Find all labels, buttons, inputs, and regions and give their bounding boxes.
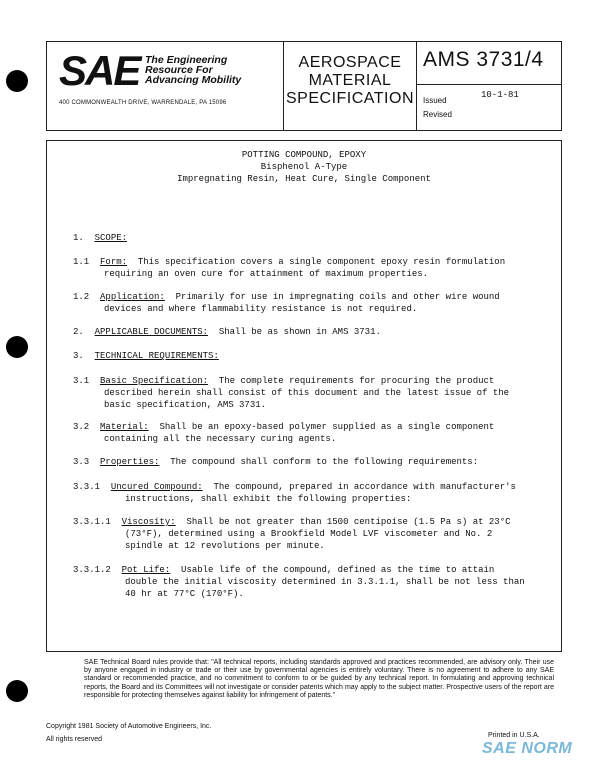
doc-type: AEROSPACE MATERIAL SPECIFICATION	[286, 54, 414, 107]
binder-hole	[6, 336, 28, 358]
document-header	[46, 41, 562, 131]
section-3-1: 3.1 Basic Specification: The complete requirements for procuring the product described herein shall consist of this document and the latest issue of the basic specification, AMS 3731.	[73, 376, 510, 410]
sae-address: 400 COMMONWEALTH DRIVE, WARRENDALE, PA 15096	[59, 100, 227, 106]
section-3-3-1: 3.3.1 Uncured Compound: The compound, prepared in accordance with manufacturer's instructions, shall exhibit the following properties:	[73, 482, 516, 504]
section-3-3-1-1: 3.3.1.1 Viscosity: Shall be not greater than 1500 centipoise (1.5 Pa s) at 23°C (73°F), determined using a Brookfield Model LVF viscometer and No. 2 spindle at 12 revolutions per minute.	[73, 517, 511, 551]
section-3-2: 3.2 Material: Shall be an epoxy-based polymer supplied as a single component containing all the necessary curing agents.	[73, 422, 495, 444]
sae-logo-block	[47, 42, 284, 130]
issued-date: 10-1-81	[481, 90, 519, 100]
doc-type-block	[284, 42, 417, 130]
revised-label: Revised	[423, 110, 452, 119]
ams-number-block	[417, 42, 561, 130]
spec-title: POTTING COMPOUND, EPOXY Bisphenol A-Type Impregnating Resin, Heat Cure, Single Component	[177, 150, 431, 184]
section-3: 3. TECHNICAL REQUIREMENTS:	[73, 351, 219, 361]
sae-logo: SAE	[59, 47, 140, 94]
section-3-3: 3.3 Properties: The compound shall conform to the following requirements:	[73, 457, 479, 467]
section-1: 1. SCOPE:	[73, 233, 128, 243]
section-3-3-1-2: 3.3.1.2 Pot Life: Usable life of the compound, defined as the time to attain double the initial viscosity determined in 3.3.1.1, shall be not less than 40 hr at 77°C (170°F).	[73, 565, 525, 599]
watermark: SAE NORM	[482, 740, 573, 757]
sae-tagline: The Engineering Resource For Advancing Mobility	[145, 54, 242, 86]
section-1-1: 1.1 Form: This specification covers a single component epoxy resin formulation requiring an oven cure for attainment of maximum properties.	[73, 257, 506, 279]
copyright: Copyright 1981 Society of Automotive Engineers, Inc.	[46, 723, 212, 730]
binder-hole	[6, 680, 28, 702]
section-1-2: 1.2 Application: Primarily for use in impregnating coils and other wire wound devices and where flammability resistance is not required.	[73, 292, 500, 314]
sae-notice: SAE Technical Board rules provide that: "All technical reports, including standards approved and practices recommended, are advisory only. Their use by anyone engaged in industry or trade or their use by governmental agencies is entirely voluntary. There is no agreement to adhere to any SAE standard or recommended practice, and no commitment to conform to or be guided by any technical report. In formulating and approving technical reports, the Board and its Committees will not investigate or consider patents which may apply to the subject matter. Prospective users of the report are responsible for protecting themselves against liability for infringement of patents."	[84, 659, 554, 699]
rights: All rights reserved	[46, 736, 103, 743]
binder-hole	[6, 70, 28, 92]
section-2: 2. APPLICABLE DOCUMENTS: Shall be as shown in AMS 3731.	[73, 327, 381, 337]
ams-number: AMS 3731/4	[423, 48, 544, 71]
issued-label: Issued	[423, 96, 447, 105]
specification-body	[46, 140, 562, 652]
printed-in: Printed in U.S.A.	[488, 732, 540, 739]
